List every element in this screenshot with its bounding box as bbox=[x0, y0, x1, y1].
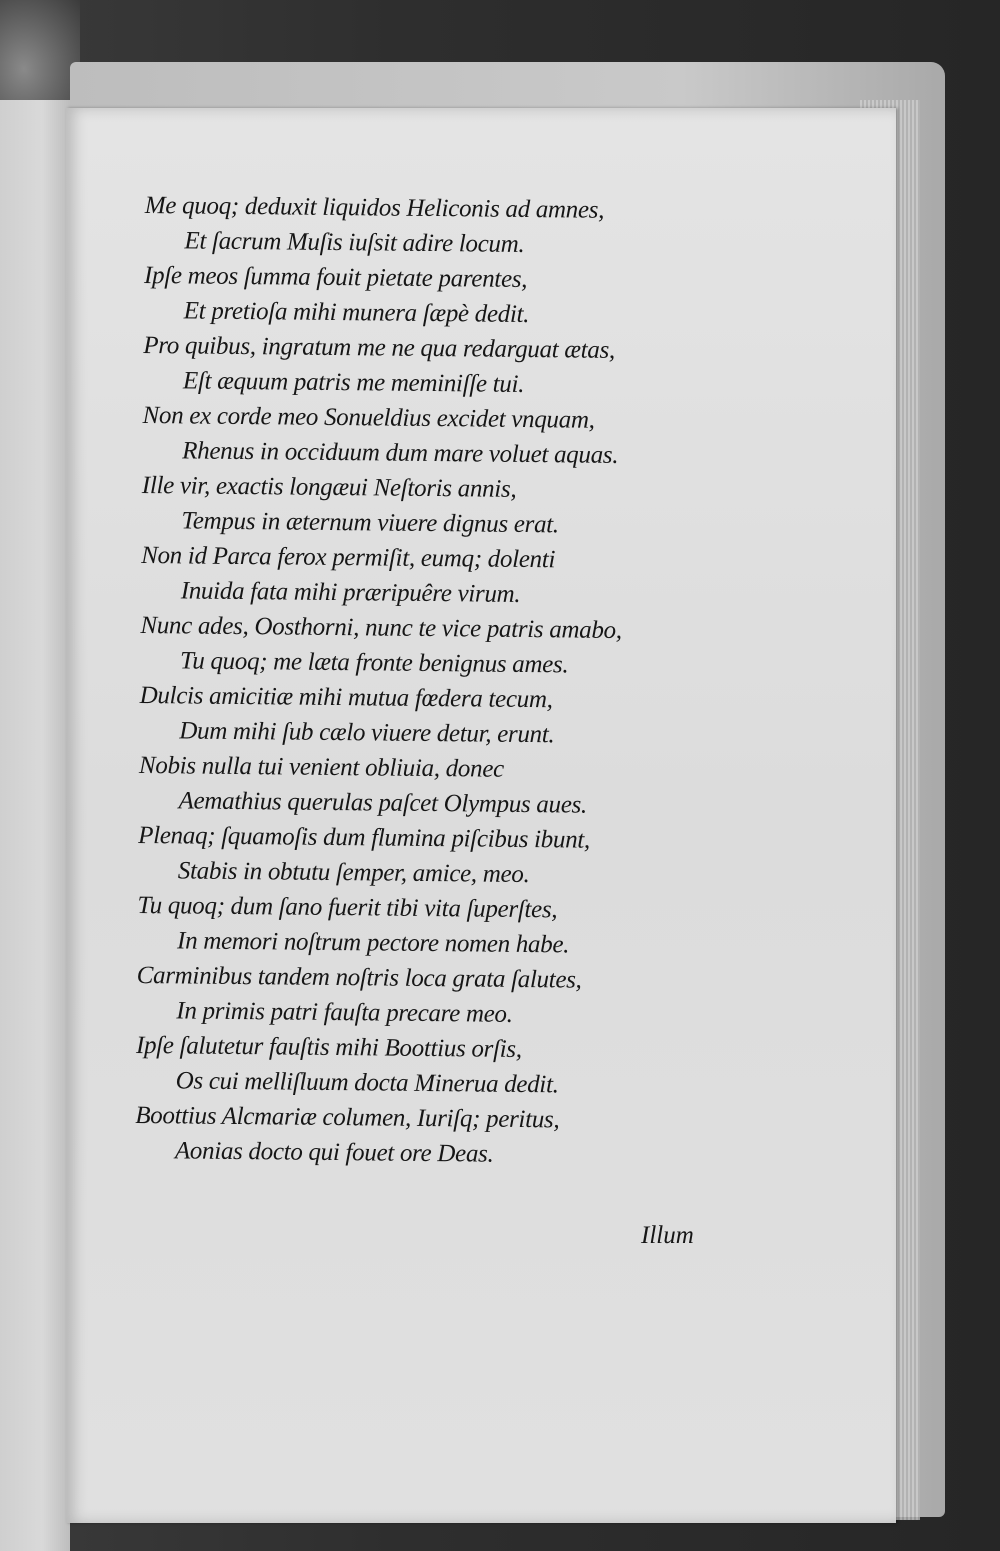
poem-line: Dum mihi ſub cælo viuere detur, erunt. bbox=[179, 717, 555, 749]
poem-line: Stabis in obtutu ſemper, amice, meo. bbox=[177, 857, 530, 889]
poem-line: Et ſacrum Muſis iuſsit adire locum. bbox=[184, 227, 525, 258]
facing-page-edge bbox=[0, 100, 70, 1551]
poem-text bbox=[135, 188, 725, 1174]
poem-line: Plenaq; ſquamoſis dum flumina piſcibus ibunt, bbox=[138, 821, 591, 854]
poem-line: Pro quibus, ingratum me ne qua redarguat ætas, bbox=[143, 331, 616, 364]
poem-line: Eſt æquum patris me meminiſſe tui. bbox=[182, 367, 525, 398]
poem-line: Dulcis amicitiæ mihi mutua fœdera tecum, bbox=[139, 681, 553, 714]
poem-line: In primis patri fauſta precare meo. bbox=[176, 997, 513, 1028]
poem-line: Non ex corde meo Sonueldius excidet vnquam, bbox=[142, 401, 595, 434]
poem-line: Ipſe meos ſumma fouit pietate parentes, bbox=[143, 261, 528, 294]
poem-line: In memori noſtrum pectore nomen habe. bbox=[176, 927, 570, 959]
poem-line: Os cui melliſluum docta Minerua dedit. bbox=[175, 1067, 559, 1099]
poem-line: Inuida fata mihi præripuêre virum. bbox=[180, 577, 521, 608]
catchword: Illum bbox=[641, 1222, 694, 1249]
poem-line: Tu quoq; dum ſano fuerit tibi vita ſuperſtes, bbox=[137, 891, 558, 924]
book-spine bbox=[0, 0, 80, 115]
poem-line: Carminibus tandem noſtris loca grata ſalutes, bbox=[136, 961, 582, 994]
poem-line: Ipſe ſalutetur fauſtis mihi Boottius orſis, bbox=[135, 1031, 522, 1063]
poem-line: Me quoq; deduxit liquidos Heliconis ad amnes, bbox=[144, 191, 605, 224]
poem-line: Boottius Alcmariæ columen, Iuriſq; peritus, bbox=[135, 1101, 560, 1134]
poem-line: Aonias docto qui fouet ore Deas. bbox=[174, 1137, 494, 1168]
poem-line: Tempus in æternum viuere dignus erat. bbox=[181, 507, 559, 539]
poem-line: Nobis nulla tui venient obliuia, donec bbox=[138, 751, 505, 783]
poem-line: Nunc ades, Oosthorni, nunc te vice patris amabo, bbox=[140, 611, 622, 645]
poem-line: Non id Parca ferox permiſit, eumq; dolenti bbox=[141, 541, 556, 574]
poem-line: Tu quoq; me læta fronte benignus ames. bbox=[179, 647, 569, 679]
poem-line: Aemathius querulas paſcet Olympus aues. bbox=[178, 787, 588, 819]
poem-line: Et pretioſa mihi munera ſæpè dedit. bbox=[183, 297, 530, 329]
poem-line: Ille vir, exactis longæui Neſtoris annis, bbox=[141, 471, 517, 503]
poem-line: Rhenus in occiduum dum mare voluet aquas. bbox=[182, 437, 619, 469]
